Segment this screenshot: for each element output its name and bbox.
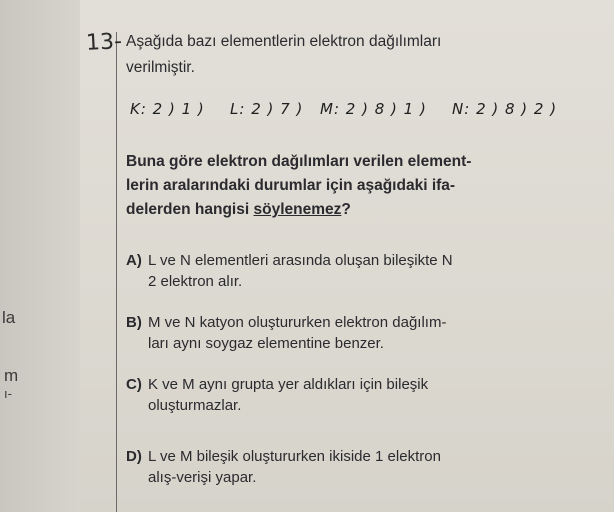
- intro-line: Aşağıda bazı elementlerin elektron dağılımları: [126, 33, 442, 50]
- option-letter: D): [126, 448, 142, 465]
- margin-fragment: ı-: [4, 386, 12, 401]
- question-number: 13-: [85, 29, 123, 56]
- option-text: K ve M aynı grupta yer aldıkları için bileşik: [148, 376, 429, 393]
- prompt-line: delerden hangisi söylenemez?: [126, 201, 351, 218]
- option-text: L ve M bileşik oluştururken ikiside 1 elektron: [148, 448, 441, 465]
- option-text: ları aynı soygaz elementine benzer.: [148, 335, 384, 352]
- config-n: N: 2 ) 8 ) 2 ): [452, 100, 558, 118]
- margin-fragment: m: [4, 366, 19, 385]
- intro-line: verilmiştir.: [126, 59, 195, 76]
- option-text: M ve N katyon oluştururken elektron dağılım-: [148, 314, 447, 331]
- option-text: 2 elektron alır.: [148, 273, 243, 290]
- prompt-line: Buna göre elektron dağılımları verilen element-: [126, 153, 472, 170]
- config-k: K: 2 ) 1 ): [130, 100, 205, 118]
- option-letter: B): [126, 314, 142, 331]
- adjacent-page-strip: [0, 0, 80, 512]
- margin-fragment: la: [2, 308, 16, 327]
- option-d[interactable]: [126, 446, 588, 488]
- option-text: L ve N elementleri arasında oluşan bileşikte N: [148, 252, 453, 269]
- option-text: oluşturmazlar.: [148, 397, 242, 414]
- question-divider: [116, 32, 117, 512]
- option-b[interactable]: [126, 312, 588, 354]
- option-text: alış-verişi yapar.: [148, 469, 257, 486]
- prompt-line: lerin aralarındaki durumlar için aşağıdaki ifa-: [126, 177, 456, 194]
- emphasis-word: söylenemez: [253, 201, 342, 218]
- option-a[interactable]: [126, 250, 588, 292]
- config-m: M: 2 ) 8 ) 1 ): [320, 100, 427, 118]
- option-letter: A): [126, 252, 142, 269]
- option-letter: C): [126, 376, 142, 393]
- option-c[interactable]: [126, 374, 588, 416]
- config-l: L: 2 ) 7 ): [230, 100, 304, 118]
